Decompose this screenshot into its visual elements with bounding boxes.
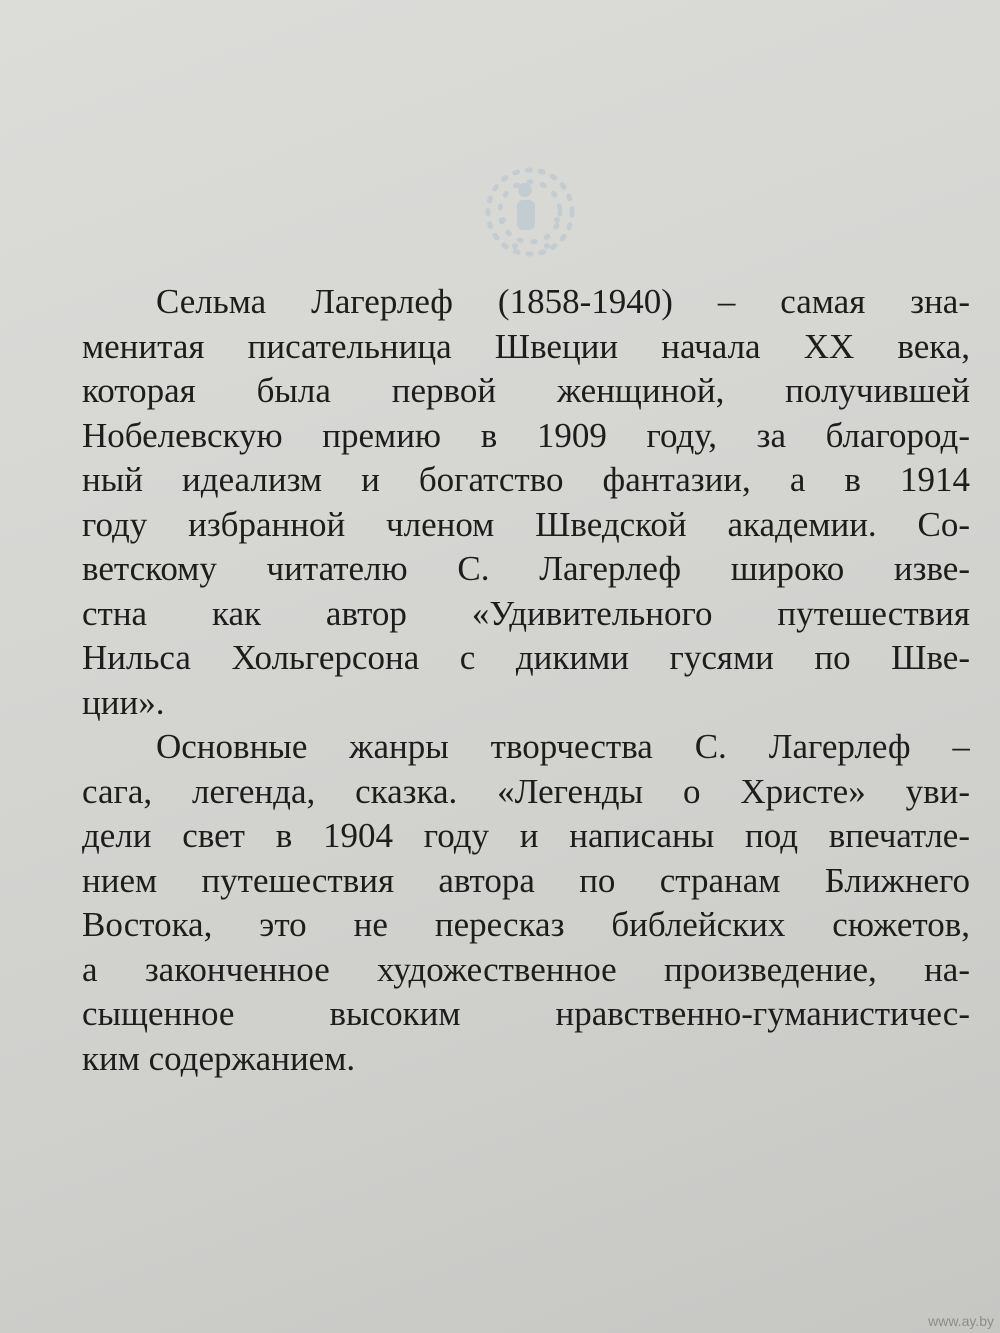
text-line: году избранной членом Шведской академии. Со- bbox=[82, 504, 970, 544]
text-line: ции». bbox=[82, 682, 165, 722]
text-line: сыщенное высоким нравственно-гуманистичес- bbox=[82, 994, 970, 1033]
text-line: которая была первой женщиной, получившей bbox=[82, 371, 970, 410]
text-line: нием путешествия автора по странам Ближнего bbox=[82, 860, 970, 900]
text-line: ким содержанием. bbox=[82, 1038, 356, 1078]
text-line: ветскому читателю С. Лагерлеф широко изве- bbox=[82, 549, 970, 588]
text-line: Нильса Хольгерсона с дикими гусями по Шве- bbox=[82, 638, 970, 677]
text-line: сага, легенда, сказка. «Легенды о Христе» уви- bbox=[82, 771, 970, 811]
text-line: Сельма Лагерлеф (1858-1940) – самая зна- bbox=[156, 282, 970, 321]
paragraph-1 bbox=[82, 280, 970, 725]
text-line: стна как автор «Удивительного путешествия bbox=[82, 593, 970, 633]
text-line: менитая писательница Швеции начала XX века, bbox=[82, 326, 970, 366]
text-line: Основные жанры творчества С. Лагерлеф – bbox=[156, 727, 970, 766]
paragraph-2 bbox=[82, 725, 970, 1081]
text-line: дели свет в 1904 году и написаны под впечатле- bbox=[82, 816, 970, 855]
text-line: а законченное художественное произведение, на- bbox=[82, 949, 970, 989]
site-watermark: www.ay.by bbox=[928, 1313, 994, 1329]
text-line: ный идеализм и богатство фантазии, а в 1914 bbox=[82, 460, 970, 499]
text-line: Нобелевскую премию в 1909 году, за благород- bbox=[82, 415, 970, 455]
body-text bbox=[82, 280, 970, 1081]
text-line: Востока, это не пересказ библейских сюжетов, bbox=[82, 905, 970, 944]
faded-stamp-image bbox=[455, 150, 605, 270]
